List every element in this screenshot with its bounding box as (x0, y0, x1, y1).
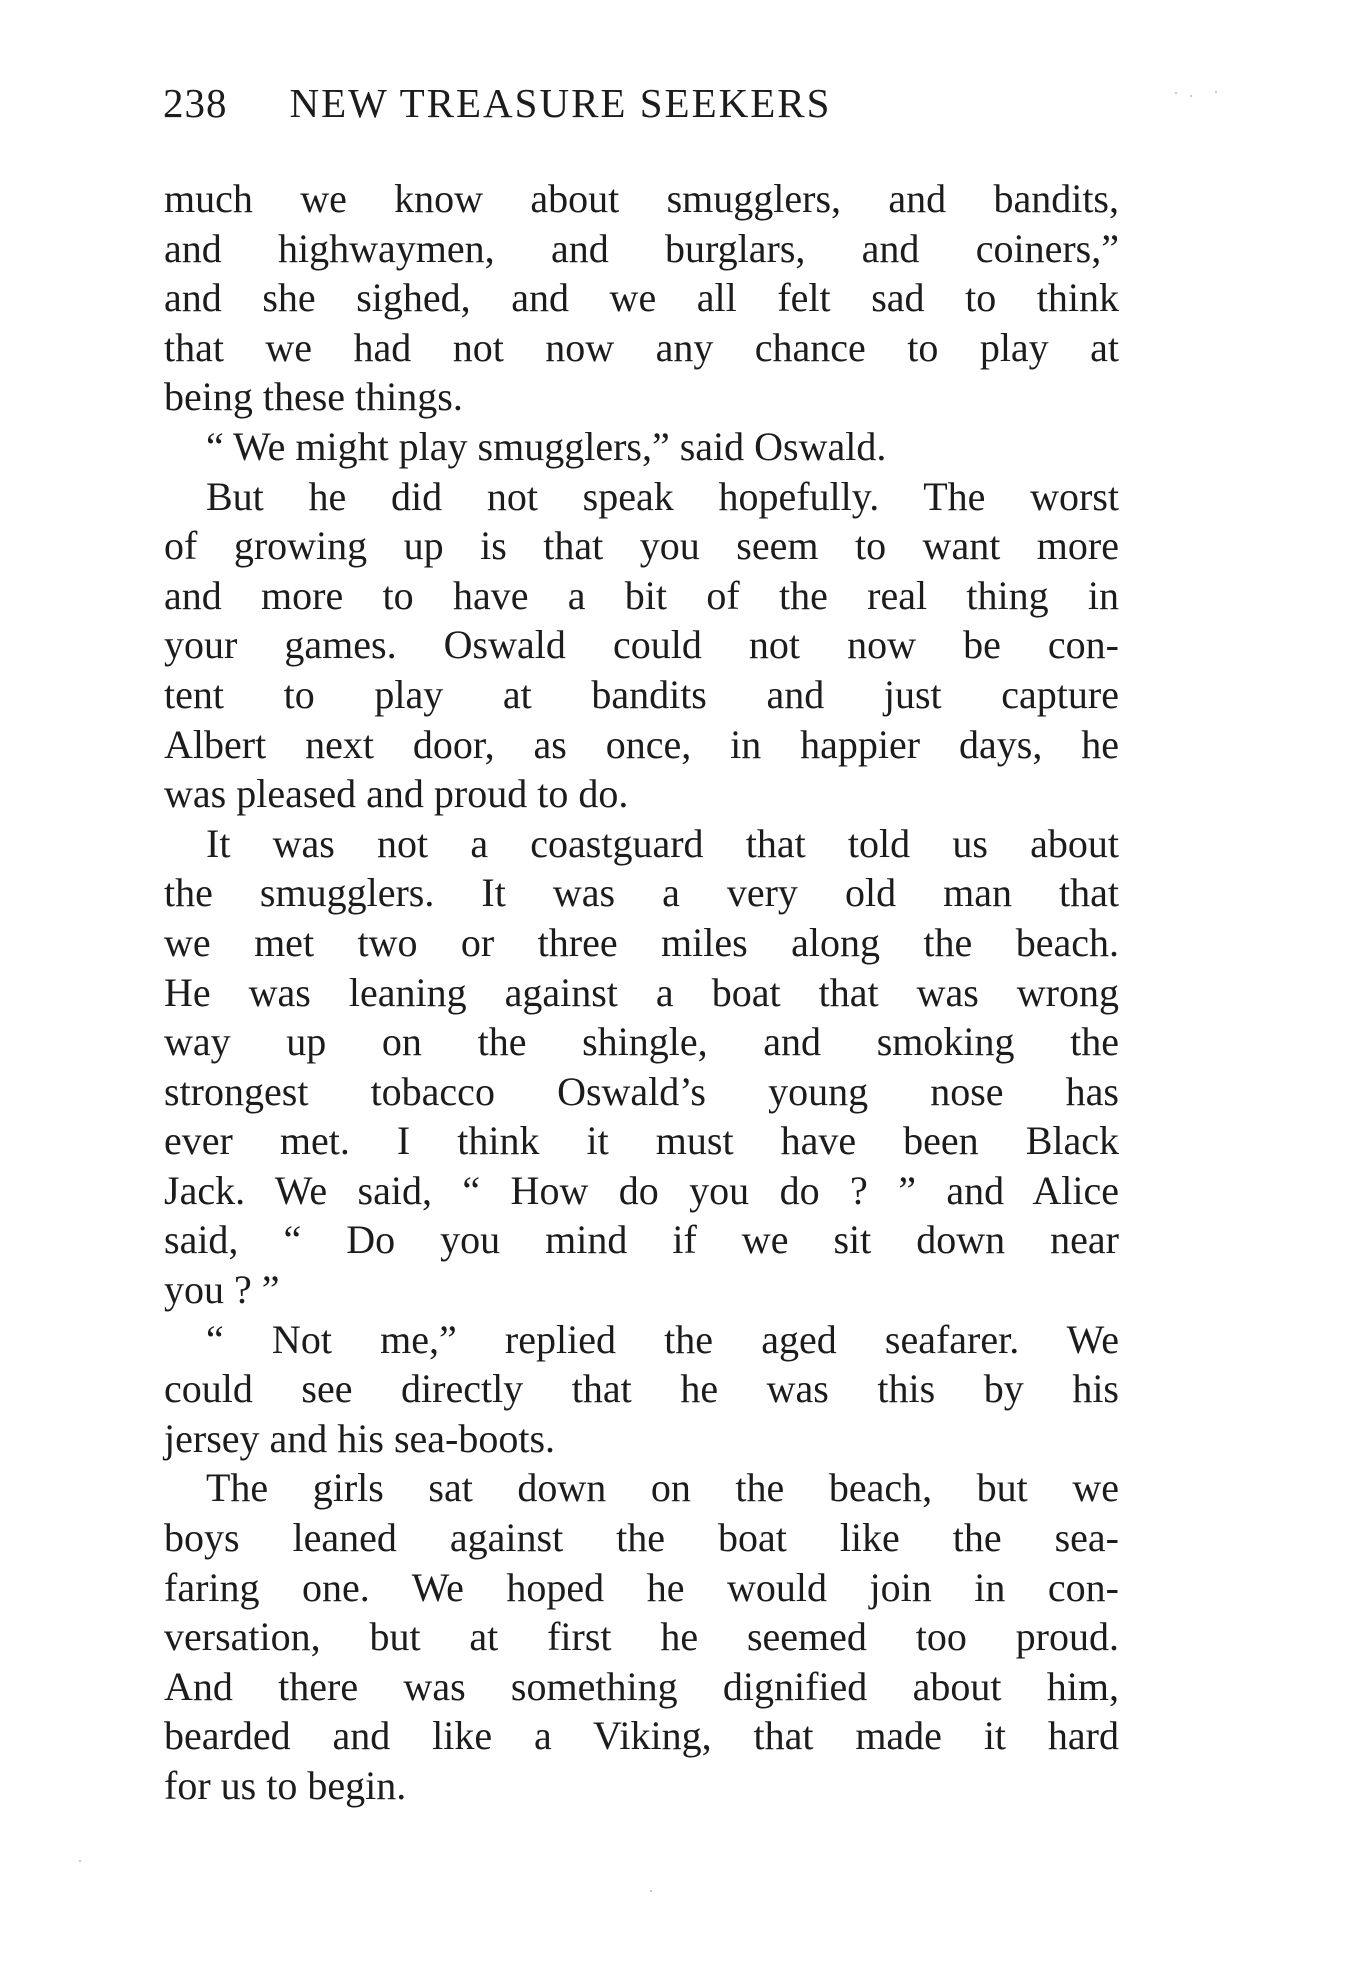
text-line: and she sighed, and we all felt sad to think (164, 275, 1119, 321)
text-line: and highwaymen, and burglars, and coiners,” (164, 225, 1119, 271)
text-line: that we had not now any chance to play at (164, 324, 1119, 370)
paper-speck (1190, 95, 1192, 97)
text-line: was pleased and proud to do. (164, 771, 629, 817)
text-line: strongest tobacco Oswald’s young nose has (164, 1068, 1119, 1114)
text-line: said, “ Do you mind if we sit down near (164, 1217, 1119, 1263)
text-line: boys leaned against the boat like the sea- (164, 1515, 1119, 1561)
page-number: 238 (163, 80, 228, 126)
text-line: “ Not me,” replied the aged seafarer. We (206, 1316, 1119, 1362)
text-line: way up on the shingle, and smoking the (164, 1019, 1119, 1065)
text-line: tent to play at bandits and just capture (164, 671, 1119, 717)
paper-speck (1215, 91, 1217, 93)
text-line: and more to have a bit of the real thing in (164, 572, 1119, 618)
text-line: Albert next door, as once, in happier days, he (164, 721, 1119, 767)
paper-speck (650, 1890, 652, 1892)
text-line: jersey and his sea-boots. (164, 1415, 556, 1461)
text-line: we met two or three miles along the beach. (164, 919, 1119, 965)
text-line: “ We might play smugglers,” said Oswald. (206, 423, 887, 469)
text-line: Jack. We said, “ How do you do ? ” and Alice (164, 1167, 1119, 1213)
paper-speck (1175, 92, 1177, 94)
body-text (164, 174, 1119, 1811)
text-line: you ? ” (164, 1267, 280, 1313)
text-line: The girls sat down on the beach, but we (206, 1465, 1119, 1511)
text-line: the smugglers. It was a very old man that (164, 870, 1119, 916)
running-title: NEW TREASURE SEEKERS (289, 80, 832, 126)
text-line: versation, but at first he seemed too proud. (164, 1614, 1119, 1660)
paper-speck (79, 1860, 81, 1862)
text-line: for us to begin. (164, 1763, 407, 1808)
text-line: much we know about smugglers, and bandits, (164, 176, 1119, 221)
text-line: But he did not speak hopefully. The worst (206, 473, 1119, 519)
page-header (163, 78, 1123, 128)
text-line: And there was something dignified about him, (164, 1663, 1119, 1709)
text-line: ever met. I think it must have been Black (164, 1118, 1119, 1164)
text-line: bearded and like a Viking, that made it hard (164, 1713, 1119, 1759)
text-line: could see directly that he was this by his (164, 1366, 1119, 1412)
text-line: being these things. (164, 374, 463, 420)
text-line: of growing up is that you seem to want more (164, 523, 1119, 569)
text-line: It was not a coastguard that told us about (206, 820, 1119, 866)
text-line: your games. Oswald could not now be con- (164, 622, 1119, 668)
text-line: faring one. We hoped he would join in con- (164, 1564, 1119, 1610)
text-line: He was leaning against a boat that was wrong (164, 969, 1119, 1015)
